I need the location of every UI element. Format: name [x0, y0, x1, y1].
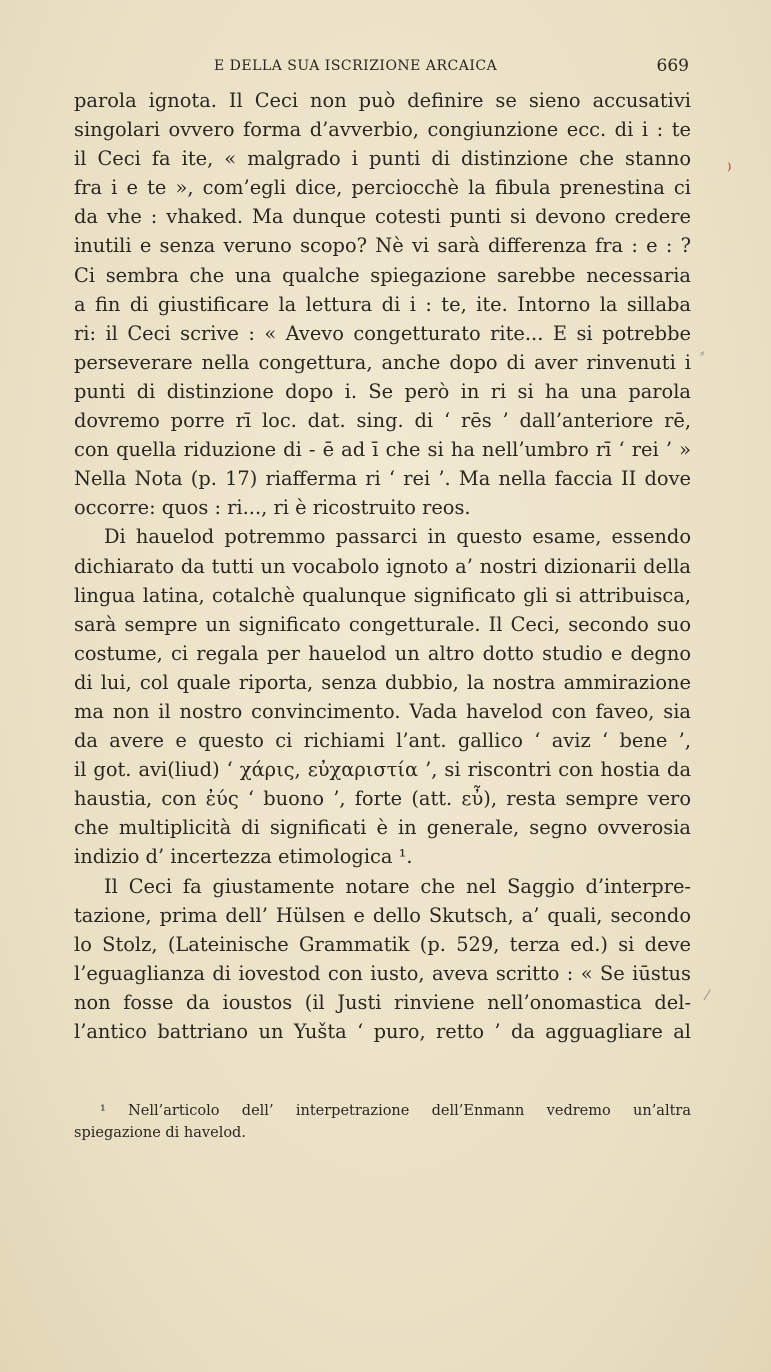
text-line: indizio d’ incertezza etimologica ¹. — [74, 845, 413, 869]
text-line: a fin di giustificare la lettura di i : te, ite. Intorno la sillaba — [74, 292, 691, 316]
text-line: occorre: quos : ri..., ri è ricostruito reos. — [74, 496, 471, 520]
text-line: il got. avi(liud) ‘ χάρις, εὐχαριστία ’, si riscontri con hostia da — [74, 758, 691, 782]
pencil-mark-icon: ⁄ — [706, 988, 709, 1004]
text-line: haustia, con ἐύς ‘ buono ’, forte (att. εὖ), resta sempre vero — [74, 787, 691, 811]
text-line: Il Ceci fa giustamente notare che nel Saggio d’interpre- — [104, 874, 691, 898]
text-line: di lui, col quale riporta, senza dubbio, la nostra ammirazione — [74, 670, 691, 694]
text-line: costume, ci regala per hauelod un altro dotto studio e degno — [74, 641, 691, 665]
page-number: 669 — [656, 56, 689, 76]
text-line: l’antico battriano un Yušta ‘ puro, retto ’ da agguagliare al — [74, 1020, 691, 1043]
text-line: lingua latina, cotalchè qualunque significato gli si attribuisca, — [74, 583, 691, 607]
text-line: parola ignota. Il Ceci non può definire se sieno accusativi — [74, 89, 691, 112]
main-text — [74, 86, 691, 1046]
red-margin-mark-icon: ⁾ — [727, 160, 732, 181]
running-title: E DELLA SUA ISCRIZIONE ARCAICA — [214, 58, 498, 74]
text-line: Di hauelod potremmo passarci in questo esame, essendo — [104, 525, 691, 549]
text-line: dichiarato da tutti un vocabolo ignoto a’ nostri dizionarii della — [74, 554, 691, 578]
text-line: fra i e te », com’egli dice, perciocchè la fibula prenestina ci — [74, 176, 691, 200]
text-line: da avere e questo ci richiami l’ant. gallico ‘ aviz ‘ bene ’, — [74, 729, 691, 753]
text-line: ri: il Ceci scrive : « Avevo congetturato rite... E si potrebbe — [74, 321, 691, 345]
footnote-line: spiegazione di havelod. — [74, 1125, 246, 1141]
text-line: non fosse da ioustos (il Justi rinviene nell’onomastica del- — [74, 990, 691, 1014]
text-line: ma non il nostro convincimento. Vada havelod con faveo, sia — [74, 699, 691, 723]
text-line: dovremo porre rī loc. dat. sing. di ‘ rēs ’ dall’anteriore rē, — [74, 409, 691, 433]
text-line: lo Stolz, (Lateinische Grammatik (p. 529, terza ed.) si deve — [74, 932, 691, 956]
text-line: Ci sembra che una qualche spiegazione sarebbe necessaria — [74, 263, 691, 287]
text-line: singolari ovvero forma d’avverbio, congiunzione ecc. di i : te — [74, 118, 691, 142]
pencil-mark-icon: ⸗ — [700, 345, 705, 361]
text-line: da vhe : vhaked. Ma dunque cotesti punti si devono credere — [74, 205, 691, 229]
text-line: sarà sempre un significato congetturale. Il Ceci, secondo suo — [74, 612, 691, 636]
text-line: perseverare nella congettura, anche dopo di aver rinvenuti i — [74, 350, 691, 374]
text-line: tazione, prima dell’ Hülsen e dello Skutsch, a’ quali, secondo — [74, 903, 691, 927]
text-line: inutili e senza veruno scopo? Nè vi sarà differenza fra : e : ? — [74, 234, 691, 258]
text-line: Nella Nota (p. 17) riafferma ri ‘ rei ’. Ma nella faccia II dove — [74, 467, 691, 491]
running-header — [74, 58, 689, 82]
text-line: con quella riduzione di - ē ad ī che si ha nell’umbro rī ‘ rei ’ » — [74, 438, 691, 462]
footnote — [74, 1100, 691, 1144]
footnote-line: ¹ Nell’articolo dell’ interpetrazione dell’Enmann vedremo un’altra — [100, 1103, 691, 1119]
text-line: che multiplicità di significati è in generale, segno ovverosia — [74, 816, 691, 840]
text-line: punti di distinzione dopo i. Se però in ri si ha una parola — [74, 379, 691, 403]
text-line: l’eguaglianza di iovestod con iusto, aveva scritto : « Se iūstus — [74, 961, 691, 985]
text-line: il Ceci fa ite, « malgrado i punti di distinzione che stanno — [74, 147, 691, 171]
